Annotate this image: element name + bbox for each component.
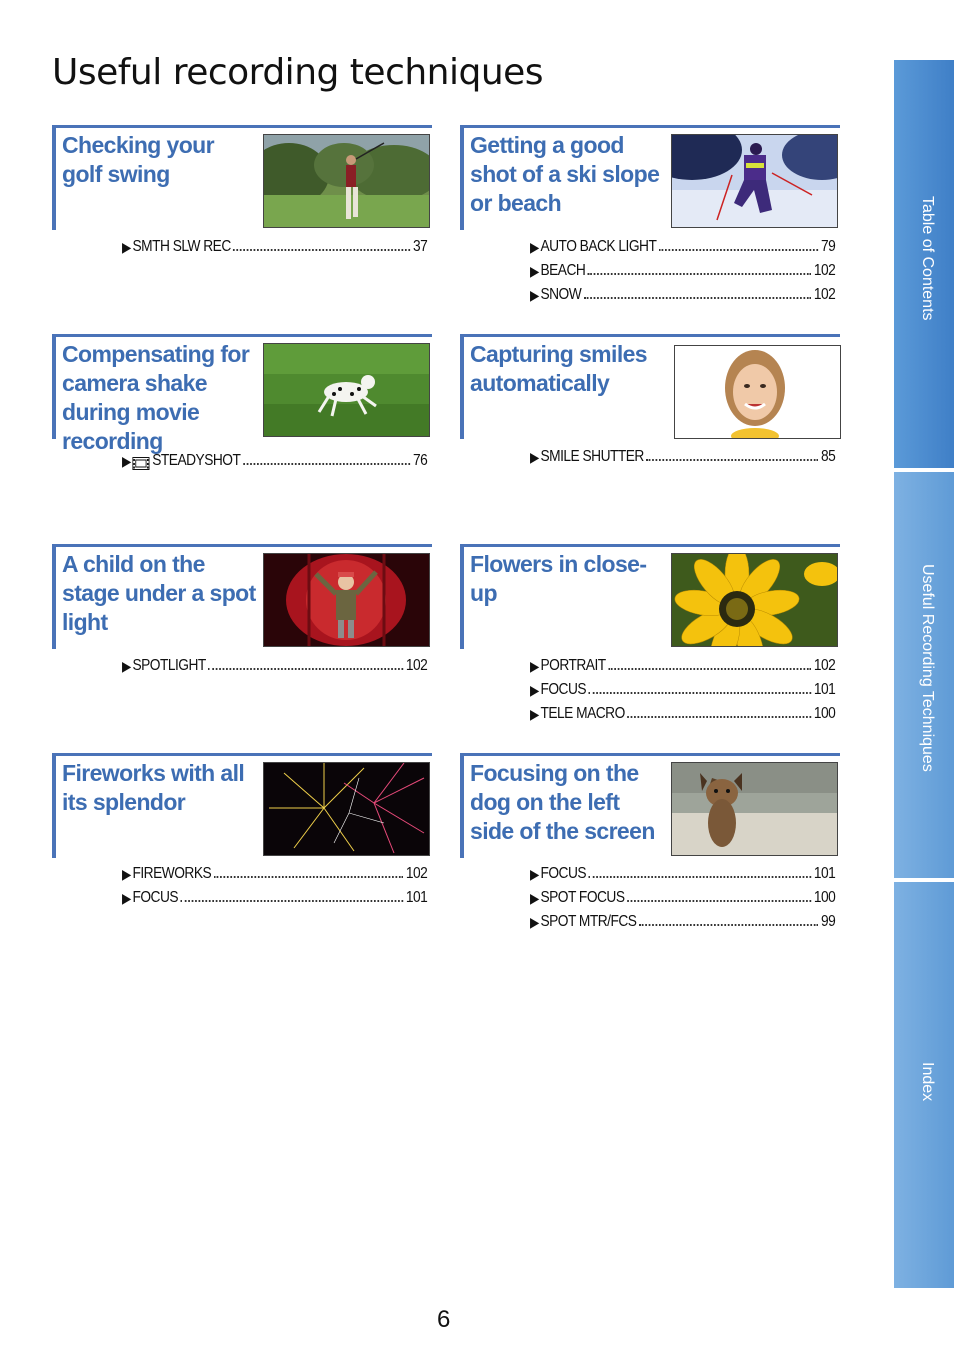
page-refs-camera-shake [122,446,427,470]
page-refs-smiles [530,442,835,466]
card-top-rule [52,753,432,756]
arrow-right-icon: ▶ [530,239,539,255]
card-left-bar [52,753,56,858]
page-ref-link[interactable]: ▶ BEACH 102 [530,262,836,279]
page-ref-link[interactable]: ▶ FIREWORKS 102 [122,865,428,882]
page-ref-link[interactable]: ▶ SMTH SLW REC 37 [122,238,428,255]
page-ref-link[interactable]: ▶ FOCUS 101 [530,865,836,882]
skier-photo [671,134,838,228]
page-refs-fireworks [122,859,427,907]
card-left-bar [52,125,56,230]
arrow-right-icon: ▶ [122,890,131,906]
arrow-right-icon: ▶ [530,706,539,722]
page-ref-link[interactable]: ▶ SPOTLIGHT 102 [122,657,428,674]
page-ref-link[interactable]: ▶ SNOW 102 [530,286,836,303]
card-title[interactable]: Capturing smiles automatically [470,341,647,396]
arrow-right-icon: ▶ [122,453,131,469]
technique-card-flowers[interactable] [460,544,840,649]
page-ref-link[interactable]: ▶ AUTO BACK LIGHT 79 [530,238,836,255]
page-ref-link[interactable]: ▶ TELE MACRO 100 [530,705,836,722]
page-ref-link[interactable]: ▶ STEADYSHOT 76 [122,452,428,469]
arrow-right-icon: ▶ [122,658,131,674]
card-title[interactable]: Checking your golf swing [62,132,214,187]
technique-card-fireworks[interactable] [52,753,432,858]
card-top-rule [460,544,840,547]
arrow-right-icon: ▶ [530,658,539,674]
card-left-bar [460,125,464,230]
card-top-rule [52,544,432,547]
card-left-bar [460,544,464,649]
page-ref-link[interactable]: ▶ SPOT MTR/FCS 99 [530,913,836,930]
page-title: Useful recording techniques [52,52,544,93]
tab-label: Index [919,1062,936,1102]
tab-index[interactable] [894,882,954,1288]
film-icon [132,457,149,470]
card-top-rule [460,334,840,337]
page-ref-link[interactable]: ▶ FOCUS 101 [122,889,428,906]
technique-card-smiles[interactable] [460,334,840,439]
technique-card-spotlight[interactable] [52,544,432,649]
page-refs-dog-focus [530,859,835,931]
technique-card-golf[interactable] [52,125,432,230]
tab-table-of-contents[interactable] [894,60,954,468]
running-dog-photo [263,343,430,437]
smiling-woman-photo [674,345,841,439]
technique-card-ski[interactable] [460,125,840,230]
card-title[interactable]: Focusing on the dog on the left side of the screen [470,760,655,844]
page-ref-link[interactable]: ▶ PORTRAIT 102 [530,657,836,674]
card-top-rule [460,125,840,128]
card-left-bar [460,334,464,439]
card-title[interactable]: Getting a good shot of a ski slope or beach [470,132,660,216]
card-title[interactable]: A child on the stage under a spot light [62,551,256,635]
arrow-right-icon: ▶ [530,682,539,698]
page-refs-golf [122,232,427,256]
page-ref-link[interactable]: ▶ SMILE SHUTTER 85 [530,448,836,465]
card-left-bar [52,544,56,649]
page-refs-ski [530,232,835,304]
page-number: 6 [437,1306,451,1333]
arrow-right-icon: ▶ [530,866,539,882]
card-left-bar [52,334,56,439]
arrow-right-icon: ▶ [530,890,539,906]
arrow-right-icon: ▶ [530,449,539,465]
card-title[interactable]: Compensating for camera shake during movie recording [62,341,250,454]
card-title[interactable]: Fireworks with all its splendor [62,760,245,815]
tab-label: Useful Recording Techniques [919,564,936,772]
card-top-rule [52,334,432,337]
page-refs-spotlight [122,651,427,675]
technique-card-dog-focus[interactable] [460,753,840,858]
child-on-stage-photo [263,553,430,647]
yellow-flower-photo [671,553,838,647]
page-refs-flowers [530,651,835,723]
card-top-rule [52,125,432,128]
arrow-right-icon: ▶ [122,239,131,255]
card-left-bar [460,753,464,858]
page-ref-link[interactable]: ▶ SPOT FOCUS 100 [530,889,836,906]
arrow-right-icon: ▶ [530,287,539,303]
technique-card-camera-shake[interactable] [52,334,432,454]
arrow-right-icon: ▶ [530,263,539,279]
fireworks-photo [263,762,430,856]
tab-useful-recording-techniques[interactable] [894,472,954,878]
page-ref-link[interactable]: ▶ FOCUS 101 [530,681,836,698]
small-dog-photo [671,762,838,856]
tab-label: Table of Contents [919,196,936,321]
card-top-rule [460,753,840,756]
arrow-right-icon: ▶ [122,866,131,882]
card-title[interactable]: Flowers in close-up [470,551,647,606]
golf-swing-photo [263,134,430,228]
arrow-right-icon: ▶ [530,914,539,930]
